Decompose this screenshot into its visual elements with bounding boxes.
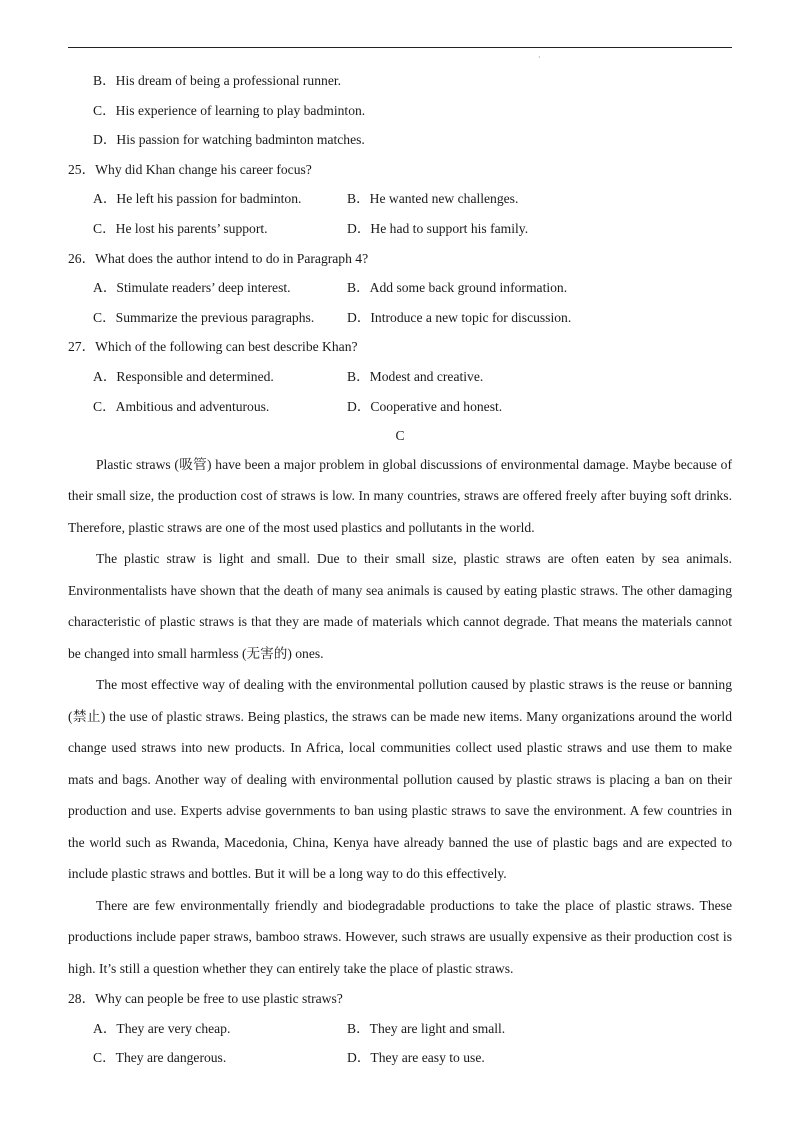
option-d: D．Introduce a new topic for discussion. <box>347 309 572 325</box>
option-d-q24: D．His passion for watching badminton matches. <box>93 132 365 148</box>
option-a: A．He left his passion for badminton. <box>93 191 302 207</box>
passage-paragraph-2: The plastic straw is light and small. Due to their small size, plastic straws are often eaten by sea animals. Environmentalists have shown that the death of many sea animals is caused by eating plastic straws. The other damaging characteristic of plastic straws is that they are made of materials which cannot degrade. That means the materials cannot be changed into small harmless (无害的) ones. <box>68 551 732 661</box>
option-b-q24: B．His dream of being a professional runner. <box>93 73 342 88</box>
options-26-row2 <box>68 303 732 333</box>
option-c: C．Summarize the previous paragraphs. <box>93 309 315 325</box>
passage-paragraph-1: Plastic straws (吸管) have been a major problem in global discussions of environmental damage. Maybe because of their small size, the production cost of straws is low. In many countries, straws are offered freely after buying soft drinks. Therefore, plastic straws are one of the most used plastics and pollutants in the world. <box>68 456 732 535</box>
options-27-row1 <box>68 362 732 392</box>
option-d: D．He had to support his family. <box>347 220 529 236</box>
exam-content <box>68 66 732 1073</box>
options-25-row2 <box>68 214 732 244</box>
option-a: A．Responsible and determined. <box>93 368 274 384</box>
option-a: A．They are very cheap. <box>93 1020 231 1036</box>
options-25-row1 <box>68 184 732 214</box>
option-a: A．Stimulate readers’ deep interest. <box>93 280 291 296</box>
option-d: D．They are easy to use. <box>347 1050 485 1066</box>
question-26: 26．What does the author intend to do in Paragraph 4? <box>68 250 369 266</box>
options-27-row2 <box>68 392 732 422</box>
options-26-row1 <box>68 273 732 303</box>
option-c-q24: C．His experience of learning to play badminton. <box>93 102 366 118</box>
question-25: 25．Why did Khan change his career focus? <box>68 161 312 177</box>
section-heading: C <box>395 428 405 444</box>
passage-paragraph-3: The most effective way of dealing with the environmental pollution caused by plastic straws is the reuse or banning (禁止) the use of plastic straws. Being plastics, the straws can be made new items. Many organizations around the world change used straws into new products. In Africa, local communities collect used plastic straws and use them to make mats and bags. Another way of dealing with environmental pollution caused by plastic straws is placing a ban on their production and use. Experts advise governments to ban using plastic straws to save the environment. A few countries in the world such as Rwanda, Macedonia, China, Kenya have already banned the use of plastic bags and are expected to include plastic straws and bottles. But it will be a long way to do this effectively. <box>68 677 732 882</box>
option-d: D．Cooperative and honest. <box>347 398 503 414</box>
option-b: B．Modest and creative. <box>347 368 484 384</box>
header-rule <box>68 47 732 48</box>
option-c: C．They are dangerous. <box>93 1050 227 1066</box>
option-c: C．Ambitious and adventurous. <box>93 398 270 414</box>
option-b: B．He wanted new challenges. <box>347 191 519 207</box>
question-28: 28．Why can people be free to use plastic straws? <box>68 991 343 1007</box>
option-c: C．He lost his parents’ support. <box>93 220 268 236</box>
passage <box>68 449 732 985</box>
option-b: B．They are light and small. <box>347 1020 506 1036</box>
options-28-row1 <box>68 1014 732 1044</box>
option-b: B．Add some back ground information. <box>347 280 568 296</box>
page-mark: · <box>538 53 541 62</box>
passage-paragraph-4: There are few environmentally friendly and biodegradable productions to take the place of plastic straws. These productions include paper straws, bamboo straws. However, such straws are usually expensive as their production cost is high. It’s still a question whether they can entirely take the place of plastic straws. <box>68 897 732 976</box>
question-27: 27．Which of the following can best describe Khan? <box>68 339 358 355</box>
options-28-row2 <box>68 1043 732 1073</box>
